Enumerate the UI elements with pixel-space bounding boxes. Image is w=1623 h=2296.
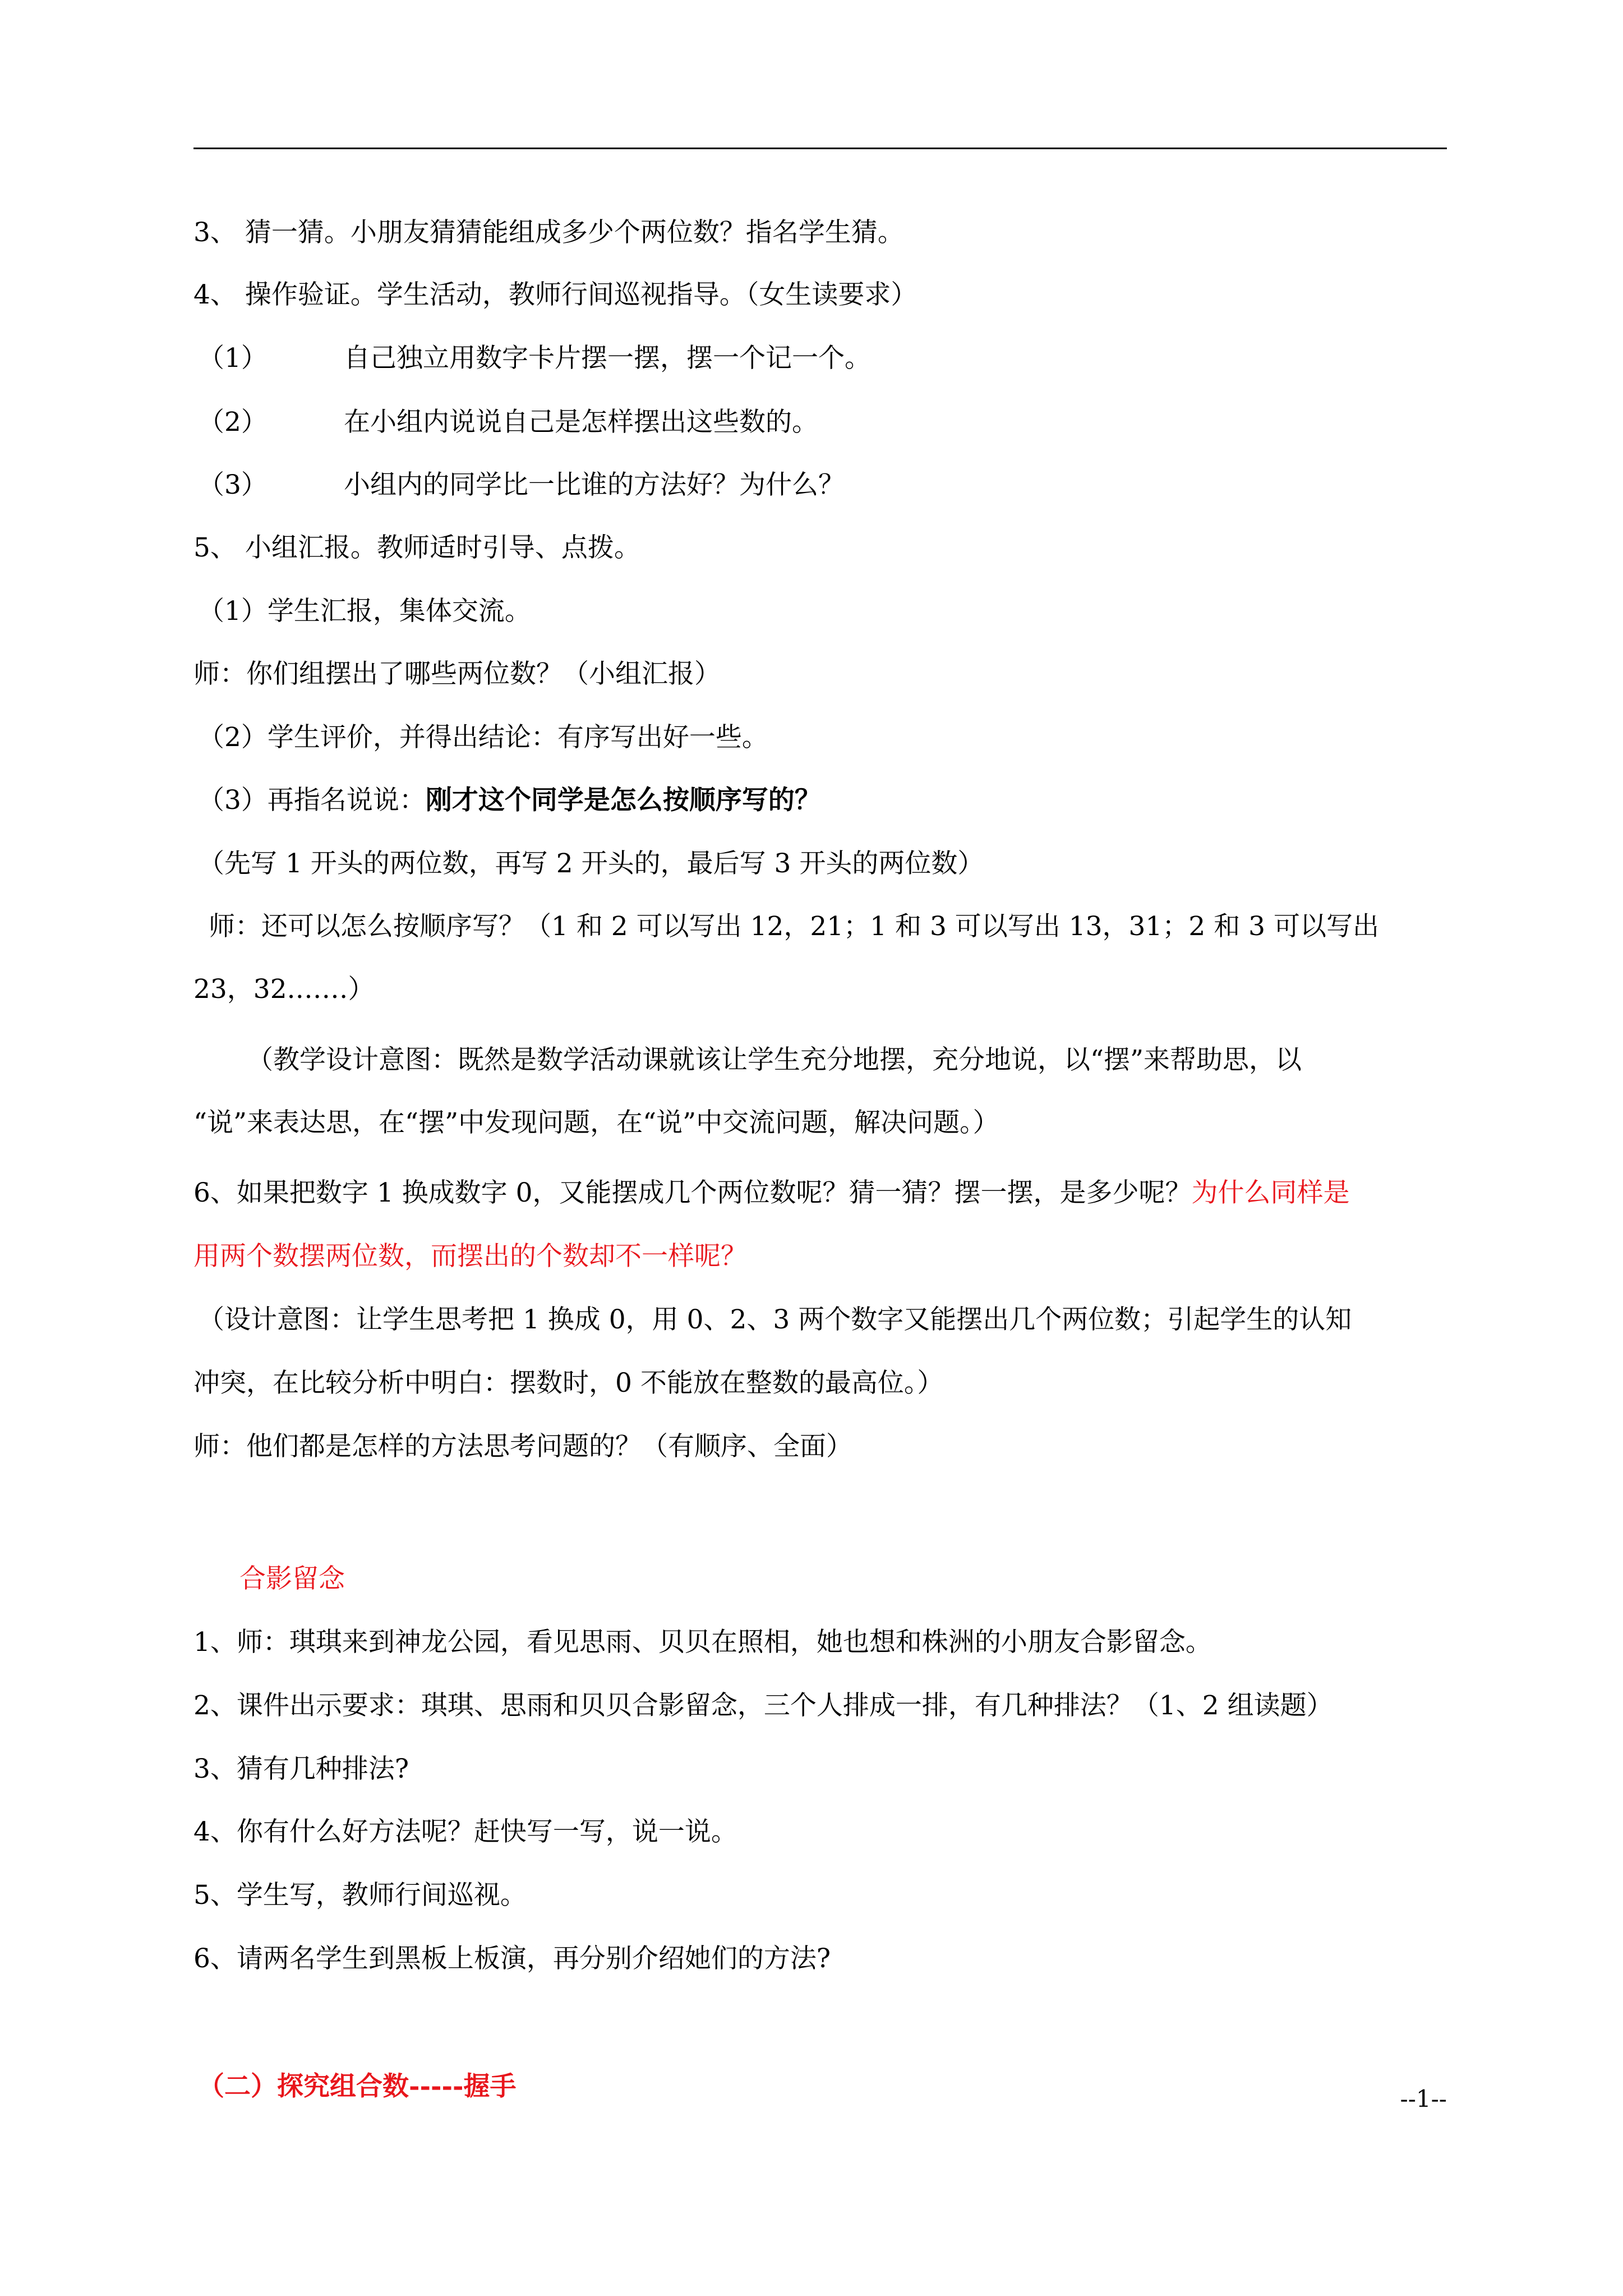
paragraph-line: 2、课件出示要求：琪琪、思雨和贝贝合影留念，三个人排成一排，有几种排法？（1、2 组读题）: [193, 1690, 1333, 1721]
paragraph-line: 1、师：琪琪来到神龙公园，看见思雨、贝贝在照相，她也想和株洲的小朋友合影留念。: [193, 1627, 1212, 1658]
header-rule: [193, 148, 1447, 149]
page-number: --1--: [1400, 2085, 1447, 2113]
section-heading: （二）探究组合数-----握手: [198, 2071, 517, 2102]
bold-question: 刚才这个同学是怎么按顺序写的？: [425, 785, 821, 816]
design-intent: 冲突，在比较分析中明白：摆数时，0 不能放在整数的最高位。）: [193, 1368, 944, 1398]
design-intent: （设计意图：让学生思考把 1 换成 0，用 0、2、3 两个数字又能摆出几个两位数；引起学生的认知: [198, 1304, 1352, 1335]
sub-item-number: （2）: [198, 407, 268, 438]
sub-item-text: 小组内的同学比一比谁的方法好？为什么？: [344, 470, 845, 500]
paragraph-line: 师：他们都是怎样的方法思考问题的？（有顺序、全面）: [193, 1431, 852, 1462]
paragraph-line: 师：还可以怎么按顺序写？（1 和 2 可以写出 12，21；1 和 3 可以写出 13，31；2 和 3 可以写出: [209, 911, 1379, 942]
sub-item: [198, 342, 871, 375]
paragraph-line: 23，32.……）: [193, 974, 375, 1005]
paragraph-line: 师：你们组摆出了哪些两位数？（小组汇报）: [193, 659, 721, 689]
sub-item-text: 在小组内说说自己是怎样摆出这些数的。: [344, 407, 818, 438]
sub-item: [198, 468, 845, 502]
paragraph-line: 3、 猜一猜。小朋友猜猜能组成多少个两位数？指名学生猜。: [193, 217, 904, 248]
paragraph-line: [198, 784, 821, 817]
sub-item-number: （1）: [198, 343, 268, 374]
paragraph-line: 3、猜有几种排法?: [193, 1754, 409, 1784]
paragraph-line: （先写 1 开头的两位数，再写 2 开头的，最后写 3 开头的两位数）: [198, 848, 984, 879]
design-intent: “说”来表达思，在“摆”中发现问题，在“说”中交流问题，解决问题。）: [193, 1107, 999, 1138]
sub-item: [198, 406, 818, 439]
question-text: 6、如果把数字 1 换成数字 0，又能摆成几个两位数呢？猜一猜？摆一摆，是多少呢？: [193, 1177, 1192, 1208]
paragraph-line: （2）学生评价，并得出结论：有序写出好一些。: [198, 722, 768, 753]
paragraph-line: 5、 小组汇报。教师适时引导、点拨。: [193, 532, 640, 563]
sub-item-text: 自己独立用数字卡片摆一摆，摆一个记一个。: [344, 343, 871, 374]
red-question: 为什么同样是: [1191, 1177, 1350, 1208]
question-lead: （3）再指名说说：: [198, 785, 426, 816]
paragraph-line: [193, 1176, 1350, 1210]
red-question: 用两个数摆两位数，而摆出的个数却不一样呢？: [193, 1241, 747, 1272]
paragraph-line: 6、请两名学生到黑板上板演，再分别介绍她们的方法?: [193, 1943, 831, 1974]
paragraph-line: 4、 操作验证。学生活动，教师行间巡视指导。（女生读要求）: [193, 279, 917, 310]
design-intent: （教学设计意图：既然是数学活动课就该让学生充分地摆，充分地说，以“摆”来帮助思，以: [247, 1045, 1302, 1075]
sub-item-number: （3）: [198, 470, 268, 500]
paragraph-line: （1）学生汇报，集体交流。: [198, 596, 531, 627]
section-heading: 合影留念: [239, 1563, 345, 1594]
paragraph-line: 5、学生写，教师行间巡视。: [193, 1880, 527, 1911]
paragraph-line: 4、你有什么好方法呢？赶快写一写，说一说。: [193, 1816, 737, 1847]
